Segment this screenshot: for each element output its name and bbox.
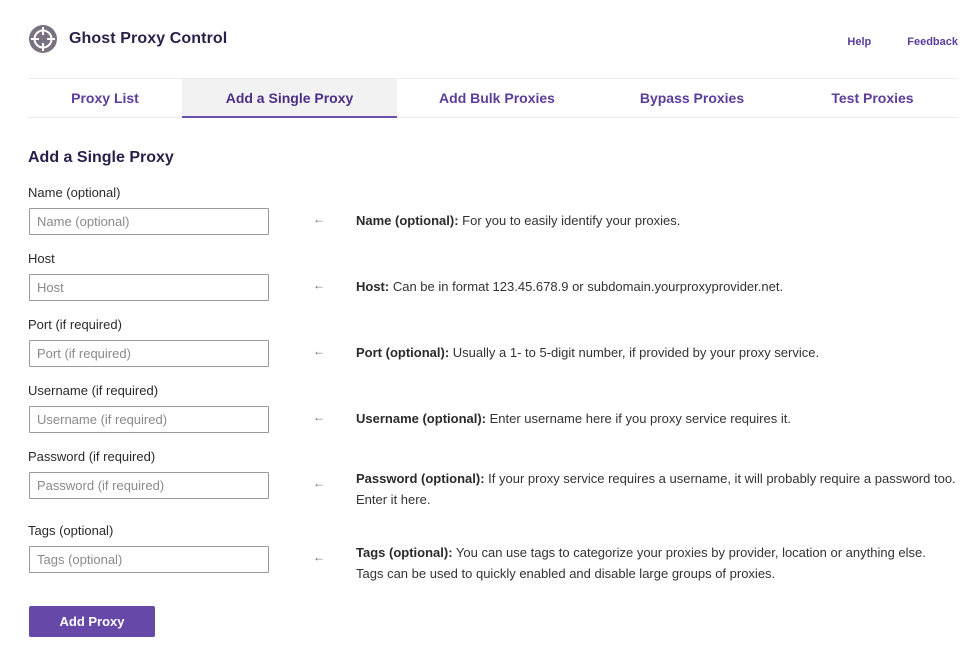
tags-hint-text: You can use tags to categorize your proxies by provider, location or anything else. Tags can be used to quickly enabled and disable large groups of proxies.: [356, 545, 926, 581]
left-arrow-icon: ←: [313, 278, 325, 292]
tab-bypass-proxies[interactable]: Bypass Proxies: [639, 90, 745, 106]
app-title: Ghost Proxy Control: [69, 30, 228, 47]
left-arrow-icon: ←: [313, 550, 325, 564]
name-hint-text: For you to easily identify your proxies.: [458, 213, 681, 228]
left-arrow-icon: ←: [313, 476, 325, 490]
page-title: Add a Single Proxy: [28, 149, 174, 166]
password-hint-title: Password (optional):: [356, 471, 485, 486]
username-hint-text: Enter username here if you proxy service requires it.: [486, 411, 791, 426]
port-hint-text: Usually a 1- to 5-digit number, if provided by your proxy service.: [449, 345, 820, 360]
port-hint-title: Port (optional):: [356, 345, 450, 360]
host-hint-title: Host:: [356, 279, 390, 294]
tags-input[interactable]: [29, 546, 269, 573]
tab-add-bulk-proxies[interactable]: Add Bulk Proxies: [439, 90, 555, 106]
password-hint-text: If your proxy service requires a username, it will probably require a password too. Enter it here.: [356, 471, 956, 507]
host-hint-text: Can be in format 123.45.678.9 or subdomain.yourproxyprovider.net.: [389, 279, 784, 294]
left-arrow-icon: ←: [313, 212, 325, 226]
name-label: Name (optional): [28, 185, 121, 200]
tags-label: Tags (optional): [28, 523, 114, 538]
password-hint: [356, 468, 956, 510]
name-input[interactable]: [29, 208, 269, 235]
tab-add-single-proxy[interactable]: Add a Single Proxy: [182, 79, 397, 118]
username-hint-title: Username (optional):: [356, 411, 487, 426]
header-links: [811, 32, 958, 50]
port-input[interactable]: [29, 340, 269, 367]
feedback-link[interactable]: Feedback: [907, 36, 958, 48]
tab-proxy-list[interactable]: Proxy List: [71, 90, 139, 106]
tab-test-proxies[interactable]: Test Proxies: [831, 90, 914, 106]
host-input[interactable]: [29, 274, 269, 301]
host-hint: [356, 276, 956, 297]
tab-bar: [28, 78, 958, 118]
host-label: Host: [28, 251, 55, 266]
password-label: Password (if required): [28, 449, 156, 464]
username-label: Username (if required): [28, 383, 159, 398]
tags-hint-title: Tags (optional):: [356, 545, 453, 560]
port-label: Port (if required): [28, 317, 122, 332]
left-arrow-icon: ←: [313, 410, 325, 424]
help-link[interactable]: Help: [847, 36, 872, 48]
add-proxy-button[interactable]: Add Proxy: [29, 606, 155, 637]
crosshair-icon: [28, 24, 58, 54]
password-input[interactable]: [29, 472, 269, 499]
tags-hint: [356, 542, 956, 584]
left-arrow-icon: ←: [313, 344, 325, 358]
username-input[interactable]: [29, 406, 269, 433]
username-hint: [356, 408, 956, 429]
name-hint: [356, 210, 956, 231]
name-hint-title: Name (optional):: [356, 213, 459, 228]
app-header: [28, 24, 958, 54]
port-hint: [356, 342, 956, 363]
